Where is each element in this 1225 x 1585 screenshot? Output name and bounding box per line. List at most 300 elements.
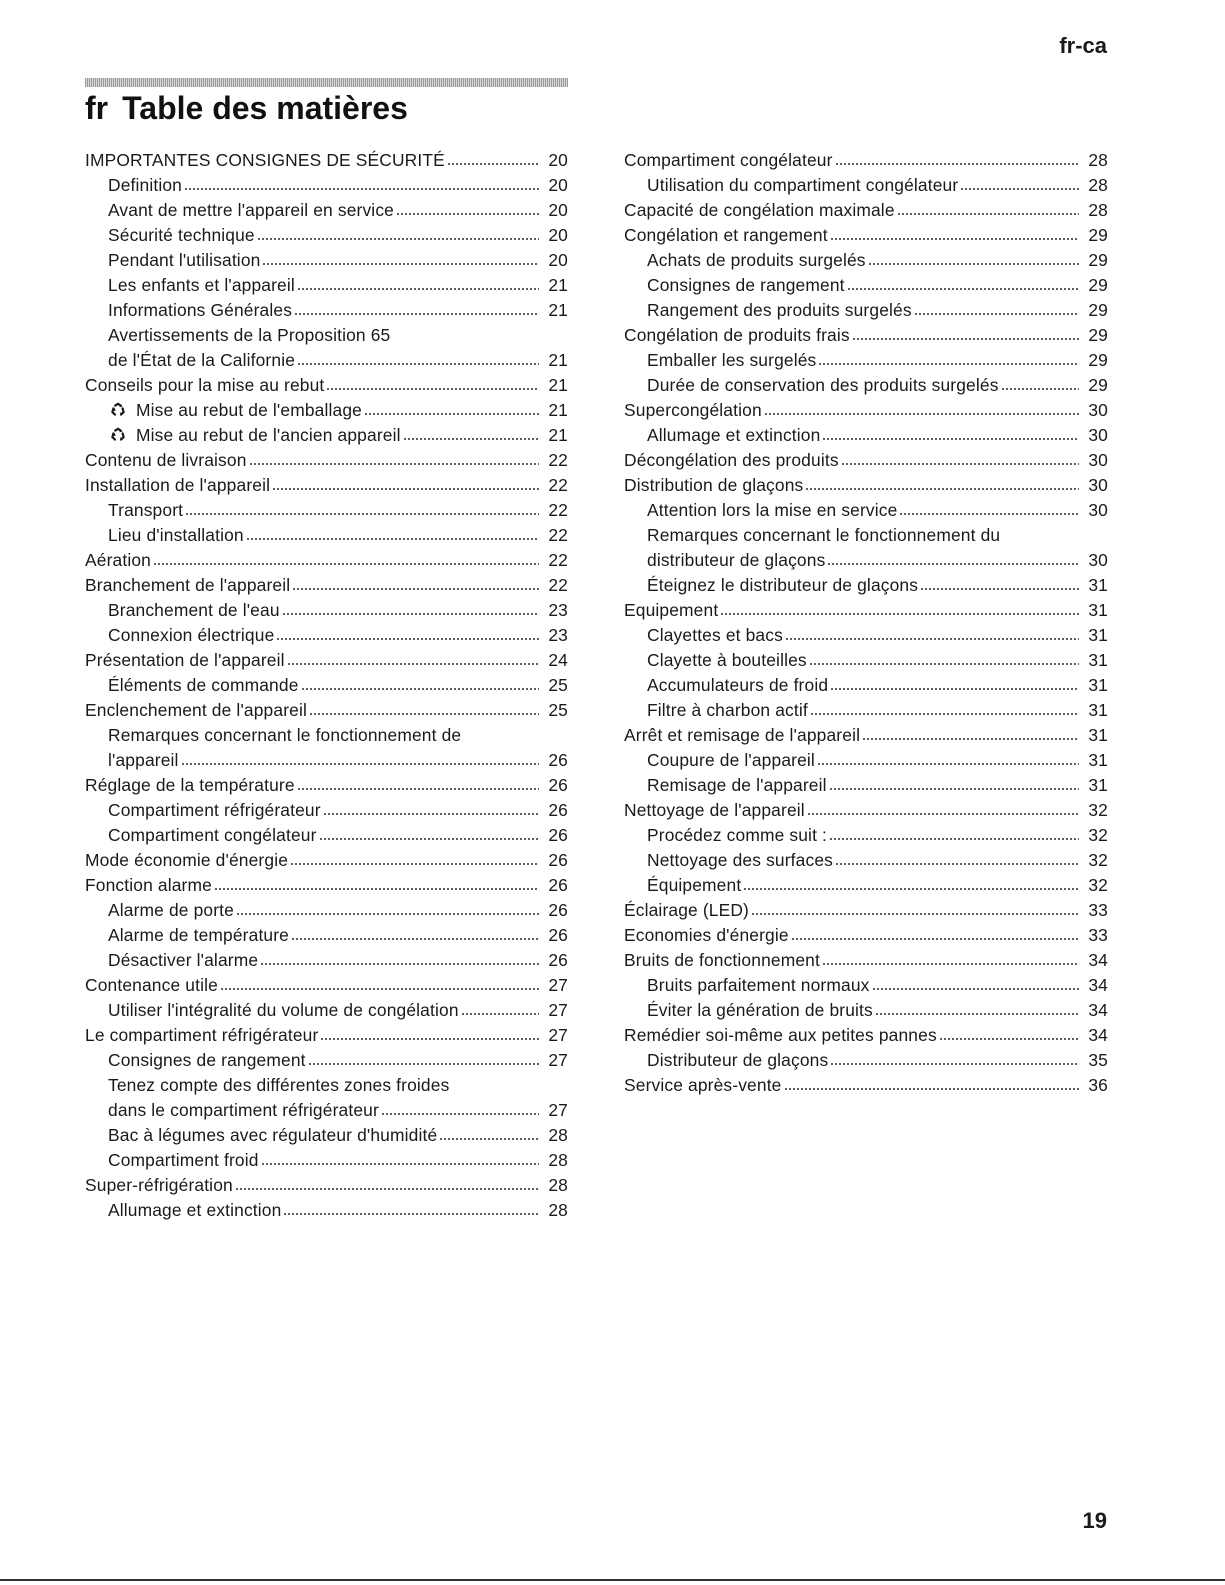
toc-page-number: 20 (548, 225, 568, 245)
dot-leader (829, 787, 1079, 791)
toc-column-left (85, 148, 568, 1223)
toc-page-number: 26 (548, 825, 568, 845)
toc-entry-title (624, 898, 749, 923)
toc-page-number: 20 (548, 200, 568, 220)
toc-entry-text: Désactiver l'alarme (108, 950, 259, 970)
dot-leader (153, 562, 539, 566)
dot-leader (822, 962, 1079, 966)
toc-subentry (624, 298, 1108, 323)
toc-entry-title (108, 423, 401, 448)
toc-entry-title (108, 223, 255, 248)
toc-entry-title (624, 398, 762, 423)
dot-leader (320, 1037, 539, 1041)
dot-leader (291, 937, 539, 941)
dot-leader (939, 1037, 1079, 1041)
toc-subentry (85, 598, 568, 623)
dot-leader (292, 587, 539, 591)
toc-subentry (624, 873, 1108, 898)
toc-entry-text: Clayettes et bacs (647, 625, 783, 645)
toc-entry-text: Coupure de l'appareil (647, 750, 815, 770)
toc-entry-text: Congélation et rangement (624, 225, 828, 245)
dot-leader (830, 687, 1079, 691)
toc-page-number: 21 (548, 425, 568, 445)
toc-entry-title (624, 948, 820, 973)
toc-page-number: 32 (1088, 800, 1108, 820)
dot-leader (249, 462, 539, 466)
toc-entry-text: Super-réfrigération (85, 1175, 233, 1195)
toc-subentry (85, 823, 568, 848)
toc-page-number: 27 (548, 1050, 568, 1070)
dot-leader (862, 737, 1079, 741)
toc-page-number: 29 (1088, 350, 1108, 370)
toc-entry-text: Fonction alarme (85, 875, 212, 895)
toc-entry-title (647, 273, 845, 298)
dot-leader (1001, 387, 1079, 391)
dot-leader (283, 1212, 539, 1216)
toc-entry-title (108, 323, 390, 348)
dot-leader (875, 1012, 1079, 1016)
toc-subentry (624, 173, 1108, 198)
toc-entry-text: Congélation de produits frais (624, 325, 850, 345)
toc-subentry (624, 823, 1108, 848)
toc-entry-text: Tenez compte des différentes zones froides (108, 1075, 450, 1095)
toc-page-number: 31 (1088, 675, 1108, 695)
toc-entry-text: Mise au rebut de l'ancien appareil (136, 425, 401, 445)
toc-entry-text: Équipement (647, 875, 742, 895)
toc-entry-text: Consignes de rangement (647, 275, 845, 295)
toc-entry-text: Aération (85, 550, 151, 570)
toc-entry-title (108, 748, 179, 773)
toc-entry (624, 923, 1108, 948)
toc-entry (624, 198, 1108, 223)
toc-entry-text: Décongélation des produits (624, 450, 839, 470)
toc-subentry (624, 373, 1108, 398)
toc-entry-text: Avertissements de la Proposition 65 (108, 325, 391, 345)
toc-entry (85, 1173, 568, 1198)
toc-entry-text: Alarme de porte (108, 900, 234, 920)
toc-entry (624, 798, 1108, 823)
dot-leader (290, 862, 539, 866)
toc-entry (624, 323, 1108, 348)
toc-subentry (85, 1148, 568, 1173)
dot-leader (297, 362, 539, 366)
dot-leader (784, 1087, 1079, 1091)
toc-page-number: 36 (1088, 1075, 1108, 1095)
toc-page-number: 30 (1088, 450, 1108, 470)
toc-page-number: 31 (1088, 625, 1108, 645)
dot-leader (294, 312, 539, 316)
dot-leader (791, 937, 1079, 941)
dot-leader (323, 812, 539, 816)
toc-entry-text: Rangement des produits surgelés (647, 300, 912, 320)
toc-page-number: 20 (548, 250, 568, 270)
toc-page-number: 27 (548, 1100, 568, 1120)
toc-entry (85, 873, 568, 898)
toc-entry-title (108, 898, 234, 923)
toc-entry-title (108, 173, 182, 198)
toc-page-number: 29 (1088, 250, 1108, 270)
toc-entry-text: de l'État de la Californie (108, 350, 296, 370)
toc-page-number: 29 (1088, 275, 1108, 295)
page-title (85, 90, 408, 127)
toc-entry-title (647, 573, 918, 598)
toc-entry (624, 223, 1108, 248)
toc-entry (85, 698, 568, 723)
toc-page-number: 35 (1088, 1050, 1108, 1070)
toc-page-number: 34 (1088, 1025, 1108, 1045)
toc-page-number: 26 (548, 800, 568, 820)
toc-entry-text: Compartiment froid (108, 1150, 259, 1170)
toc-entry-title (647, 698, 808, 723)
toc-page-number: 20 (548, 150, 568, 170)
toc-entry-text: Mode économie d'énergie (85, 850, 289, 870)
toc-entry-title (624, 148, 833, 173)
toc-entry-title (85, 848, 288, 873)
toc-entry-text: Supercongélation (624, 400, 762, 420)
toc-page-number: 32 (1088, 875, 1108, 895)
toc-subentry (85, 673, 568, 698)
title-text: Table des matières (122, 90, 408, 126)
dot-leader (297, 287, 539, 291)
toc-subentry (624, 573, 1108, 598)
dot-leader (817, 762, 1079, 766)
toc-entry (624, 1023, 1108, 1048)
dot-leader (236, 912, 539, 916)
toc-entry (85, 548, 568, 573)
toc-entry-text: Éléments de commande (108, 675, 299, 695)
toc-entry-title (647, 823, 827, 848)
toc-page-number: 22 (548, 450, 568, 470)
toc-entry-title (108, 298, 292, 323)
toc-subentry (624, 973, 1108, 998)
toc-page-number: 28 (1088, 150, 1108, 170)
toc-page-number: 31 (1088, 650, 1108, 670)
toc-entry-text: Economies d'énergie (624, 925, 789, 945)
toc-entry (624, 1073, 1108, 1098)
dot-leader (830, 237, 1079, 241)
toc-entry-title (85, 698, 307, 723)
toc-subentry (624, 423, 1108, 448)
toc-entry-title (647, 773, 827, 798)
dot-leader (835, 162, 1079, 166)
dot-leader (185, 512, 539, 516)
toc-subentry (624, 548, 1108, 573)
toc-subentry (624, 348, 1108, 373)
toc-page-number: 31 (1088, 750, 1108, 770)
toc-entry-text: Informations Générales (108, 300, 293, 320)
toc-entry-text: Alarme de température (108, 925, 290, 945)
toc-entry-title (624, 198, 895, 223)
toc-entry-title (108, 723, 461, 748)
toc-entry-title (85, 773, 295, 798)
toc-entry-title (85, 373, 324, 398)
toc-subentry (624, 523, 1108, 548)
toc-page-number: 29 (1088, 225, 1108, 245)
toc-subentry (624, 848, 1108, 873)
dot-leader (181, 762, 539, 766)
toc-entry-text: Le compartiment réfrigérateur (85, 1025, 319, 1045)
toc-entry-text: Compartiment congélateur (624, 150, 833, 170)
toc-entry-title (85, 648, 285, 673)
dot-leader (272, 487, 539, 491)
toc-page-number: 34 (1088, 950, 1108, 970)
toc-entry-text: Transport (108, 500, 184, 520)
toc-entry-title (624, 798, 805, 823)
dot-leader (841, 462, 1079, 466)
toc-entry-title (108, 398, 362, 423)
toc-entry (624, 723, 1108, 748)
toc-page-number: 26 (548, 900, 568, 920)
toc-entry-text: Distribution de glaçons (624, 475, 804, 495)
toc-entry-text: Mise au rebut de l'emballage (136, 400, 362, 420)
toc-subentry (85, 948, 568, 973)
toc-entry-title (108, 248, 260, 273)
toc-entry-text: Remédier soi-même aux petites pannes (624, 1025, 937, 1045)
toc-entry-text: Réglage de la température (85, 775, 295, 795)
toc-subentry (85, 398, 568, 423)
toc-page-number: 20 (548, 175, 568, 195)
toc-page-number: 30 (1088, 475, 1108, 495)
toc-entry-text: Achats de produits surgelés (647, 250, 866, 270)
toc-page-number: 29 (1088, 300, 1108, 320)
toc-page-number: 22 (548, 475, 568, 495)
toc-entry-text: Filtre à charbon actif (647, 700, 808, 720)
dot-leader (785, 637, 1079, 641)
toc-entry (85, 973, 568, 998)
toc-entry-text: Les enfants et l'appareil (108, 275, 295, 295)
header-rule (85, 78, 568, 87)
page-number: 19 (1082, 1508, 1107, 1533)
toc-entry (624, 948, 1108, 973)
toc-entry-title (108, 673, 299, 698)
dot-leader (847, 287, 1079, 291)
toc-entry (85, 373, 568, 398)
toc-entry-text: Installation de l'appareil (85, 475, 271, 495)
toc-entry-title (647, 248, 866, 273)
toc-entry-text: Branchement de l'appareil (85, 575, 291, 595)
dot-leader (326, 387, 539, 391)
dot-leader (439, 1137, 539, 1141)
toc-subentry (85, 623, 568, 648)
toc-entry-title (624, 723, 860, 748)
toc-entry-text: Remisage de l'appareil (647, 775, 827, 795)
dot-leader (235, 1187, 539, 1191)
dot-leader (381, 1112, 539, 1116)
toc-entry-text: Attention lors la mise en service (647, 500, 898, 520)
toc-entry-title (85, 973, 218, 998)
toc-page-number: 25 (548, 700, 568, 720)
toc-entry-text: Présentation de l'appareil (85, 650, 285, 670)
toc-entry (85, 473, 568, 498)
toc-entry-title (647, 648, 807, 673)
toc-entry-title (108, 923, 289, 948)
dot-leader (403, 437, 539, 441)
language-tag: fr-ca (1059, 33, 1107, 58)
toc-page-number: 33 (1088, 925, 1108, 945)
dot-leader (899, 512, 1079, 516)
toc-entry-text: Remarques concernant le fonctionnement de (108, 725, 462, 745)
toc-page-number: 34 (1088, 1000, 1108, 1020)
toc-subentry (85, 1198, 568, 1223)
toc-entry-text: Lieu d'installation (108, 525, 244, 545)
dot-leader (308, 1062, 539, 1066)
toc-subentry (85, 498, 568, 523)
toc-page-number: 21 (548, 400, 568, 420)
toc-page-number: 30 (1088, 400, 1108, 420)
dot-leader (868, 262, 1079, 266)
dot-leader (246, 537, 539, 541)
toc-page-number: 30 (1088, 550, 1108, 570)
dot-leader (262, 262, 539, 266)
toc-entry-text: Definition (108, 175, 183, 195)
recycle-icon (110, 425, 126, 441)
toc-entry-title (108, 798, 321, 823)
dot-leader (220, 987, 539, 991)
title-language-prefix: fr (85, 90, 109, 126)
toc-page-number: 23 (548, 625, 568, 645)
toc-entry-title (85, 573, 290, 598)
toc-entry-title (647, 1048, 828, 1073)
dot-leader (872, 987, 1080, 991)
toc-entry-title (108, 823, 317, 848)
toc-entry-title (108, 198, 394, 223)
toc-entry-text: l'appareil (108, 750, 179, 770)
toc-page-number: 21 (548, 275, 568, 295)
toc-page-number: 27 (548, 1025, 568, 1045)
toc-page-number: 21 (548, 375, 568, 395)
toc-page-number: 30 (1088, 425, 1108, 445)
dot-leader (897, 212, 1079, 216)
toc-entry-text: dans le compartiment réfrigérateur (108, 1100, 379, 1120)
toc-entry-text: Arrêt et remisage de l'appareil (624, 725, 861, 745)
toc-entry-title (108, 1123, 437, 1148)
toc-page-number: 26 (548, 875, 568, 895)
dot-leader (364, 412, 539, 416)
toc-subentry (624, 1048, 1108, 1073)
toc-page-number: 26 (548, 950, 568, 970)
toc-entry-title (647, 848, 833, 873)
dot-leader (835, 862, 1079, 866)
toc-entry-text: Equipement (624, 600, 719, 620)
dot-leader (257, 237, 539, 241)
toc-page-number: 25 (548, 675, 568, 695)
toc-subentry (85, 1123, 568, 1148)
toc-entry-title (108, 598, 280, 623)
toc-entry-title (647, 623, 783, 648)
toc-entry-text: Contenu de livraison (85, 450, 247, 470)
dot-leader (287, 662, 539, 666)
toc-entry-title (647, 998, 873, 1023)
toc-subentry (624, 648, 1108, 673)
toc-page-number: 22 (548, 550, 568, 570)
toc-page-number: 31 (1088, 725, 1108, 745)
toc-page-number: 22 (548, 575, 568, 595)
dot-leader (829, 837, 1079, 841)
toc-page-number: 27 (548, 975, 568, 995)
toc-column-right (624, 148, 1108, 1098)
toc-entry-title (108, 523, 244, 548)
toc-page-number: 21 (548, 300, 568, 320)
toc-entry-text: Capacité de congélation maximale (624, 200, 895, 220)
toc-subentry (85, 1073, 568, 1098)
dot-leader (809, 662, 1079, 666)
toc-entry-title (647, 348, 816, 373)
toc-entry-title (647, 298, 912, 323)
dot-leader (301, 687, 539, 691)
toc-subentry (85, 348, 568, 373)
dot-leader (852, 337, 1079, 341)
toc-entry-title (624, 1073, 782, 1098)
toc-entry (624, 448, 1108, 473)
toc-entry-title (647, 498, 897, 523)
toc-page-number: 27 (548, 1000, 568, 1020)
toc-subentry (85, 523, 568, 548)
toc-entry-title (624, 223, 828, 248)
toc-entry (85, 148, 568, 173)
toc-entry-title (85, 473, 270, 498)
toc-page-number: 28 (548, 1125, 568, 1145)
toc-page-number: 28 (548, 1150, 568, 1170)
toc-entry-text: Conseils pour la mise au rebut (85, 375, 325, 395)
toc-subentry (85, 173, 568, 198)
dot-leader (276, 637, 539, 641)
toc-page-number: 31 (1088, 575, 1108, 595)
toc-subentry (85, 998, 568, 1023)
toc-page-number: 29 (1088, 325, 1108, 345)
toc-entry-text: Bac à légumes avec régulateur d'humidité (108, 1125, 438, 1145)
toc-entry-text: Compartiment réfrigérateur (108, 800, 321, 820)
toc-entry-title (85, 1023, 318, 1048)
toc-subentry (85, 323, 568, 348)
toc-entry (624, 148, 1108, 173)
toc-entry-text: Procédez comme suit : (647, 825, 828, 845)
toc-entry-text: Nettoyage des surfaces (647, 850, 834, 870)
toc-entry-text: Bruits parfaitement normaux (647, 975, 870, 995)
toc-subentry (85, 923, 568, 948)
toc-subentry (624, 748, 1108, 773)
toc-entry-title (647, 548, 825, 573)
toc-page-number: 29 (1088, 375, 1108, 395)
toc-subentry (624, 998, 1108, 1023)
toc-subentry (85, 198, 568, 223)
dot-leader (810, 712, 1079, 716)
toc-entry (624, 898, 1108, 923)
toc-entry-title (108, 1073, 449, 1098)
toc-entry-text: Distributeur de glaçons (647, 1050, 829, 1070)
toc-entry-text: Contenance utile (85, 975, 218, 995)
toc-entry-text: Éclairage (LED) (624, 900, 749, 920)
toc-page-number: 31 (1088, 700, 1108, 720)
toc-entry (85, 1023, 568, 1048)
dot-leader (807, 812, 1079, 816)
toc-entry-text: Avant de mettre l'appareil en service (108, 200, 394, 220)
dot-leader (764, 412, 1079, 416)
toc-entry-text: Emballer les surgelés (647, 350, 817, 370)
toc-subentry (624, 673, 1108, 698)
toc-page-number: 30 (1088, 500, 1108, 520)
toc-page-number: 33 (1088, 900, 1108, 920)
toc-subentry (624, 623, 1108, 648)
toc-subentry (85, 748, 568, 773)
toc-page-number: 21 (548, 350, 568, 370)
toc-subentry (85, 423, 568, 448)
toc-entry-title (108, 1048, 306, 1073)
recycle-icon (110, 400, 126, 416)
dot-leader (720, 612, 1079, 616)
toc-entry-title (108, 1148, 259, 1173)
toc-page-number: 26 (548, 750, 568, 770)
toc-entry-title (85, 548, 151, 573)
